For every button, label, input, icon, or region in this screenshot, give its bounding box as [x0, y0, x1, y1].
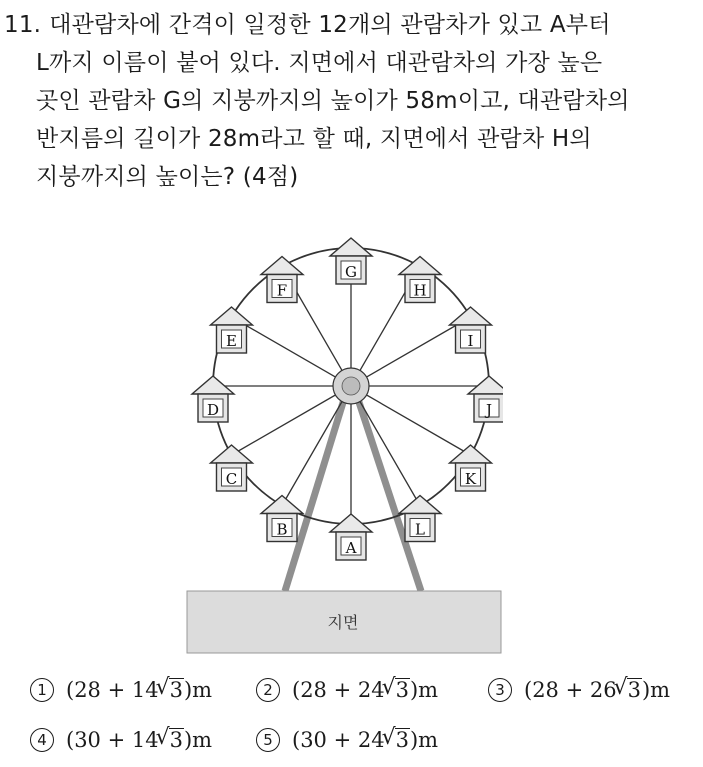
cabin-label: B — [276, 520, 288, 539]
wheel-spoke — [351, 386, 471, 455]
problem-line-3: 곳인 관람차 G의 지붕까지의 높이가 58m이고, 대관람차의 — [36, 88, 630, 114]
sqrt-symbol: √ 3 — [617, 672, 642, 708]
cabin-label: J — [485, 401, 493, 419]
choice-number: 5 — [256, 728, 280, 752]
choice-3[interactable]: 3 (28 + 26√ 3)m — [488, 672, 670, 708]
cabin-label: E — [226, 332, 237, 350]
problem-number: 11. — [4, 12, 42, 38]
choice-5[interactable]: 5 (30 + 24√ 3)m — [256, 722, 438, 758]
sqrt-symbol: √ 3 — [385, 672, 410, 708]
support-leg-right — [357, 396, 421, 591]
cabin-roof — [468, 376, 503, 394]
cabin-roof — [450, 445, 492, 463]
cabin-label: G — [345, 263, 357, 281]
cabin-label: C — [225, 470, 238, 488]
problem-line-1: 11. 대관람차에 간격이 일정한 12개의 관람차가 있고 A부터 — [4, 12, 611, 38]
cabin-label: F — [276, 281, 288, 300]
ferris-wheel-figure — [183, 226, 503, 656]
problem-line-5: 지붕까지의 높이는? (4점) — [36, 164, 299, 190]
ferris-wheel-diagram — [183, 226, 503, 656]
cabin-roof — [450, 307, 492, 325]
sqrt-symbol: √ 3 — [159, 672, 184, 708]
cabin-roof — [210, 307, 252, 325]
cabin-label: D — [206, 401, 220, 419]
problem-line-4: 반지름의 길이가 28m라고 할 때, 지면에서 관람차 H의 — [36, 126, 592, 152]
ground-label: 지면 — [327, 613, 359, 632]
choice-number: 1 — [30, 678, 54, 702]
cabin-roof — [192, 376, 234, 394]
support-leg-left — [285, 396, 345, 591]
problem-text — [0, 6, 700, 196]
cabin-roof — [261, 496, 303, 514]
wheel-spoke — [231, 317, 351, 386]
sqrt-symbol: √ 3 — [159, 722, 184, 758]
cabin-roof — [399, 496, 441, 514]
choice-1[interactable]: 1 (28 + 14√ 3)m — [30, 672, 212, 708]
choice-4[interactable]: 4 (30 + 14√ 3)m — [30, 722, 212, 758]
cabin-roof — [330, 238, 372, 256]
wheel-spoke — [351, 317, 471, 386]
cabin-label: L — [415, 520, 425, 539]
problem-line-2: L까지 이름이 붙어 있다. 지면에서 대관람차의 가장 높은 — [36, 50, 603, 76]
cabin-label: K — [464, 470, 477, 488]
choice-number: 2 — [256, 678, 280, 702]
cabin-label: I — [467, 332, 474, 350]
sqrt-symbol: √ 3 — [385, 722, 410, 758]
choice-number: 3 — [488, 678, 512, 702]
wheel-hub-core — [342, 377, 360, 395]
cabin-label: A — [345, 539, 357, 557]
cabin-label: H — [413, 281, 427, 300]
choice-2[interactable]: 2 (28 + 24√ 3)m — [256, 672, 438, 708]
cabin-roof — [210, 445, 252, 463]
choice-number: 4 — [30, 728, 54, 752]
